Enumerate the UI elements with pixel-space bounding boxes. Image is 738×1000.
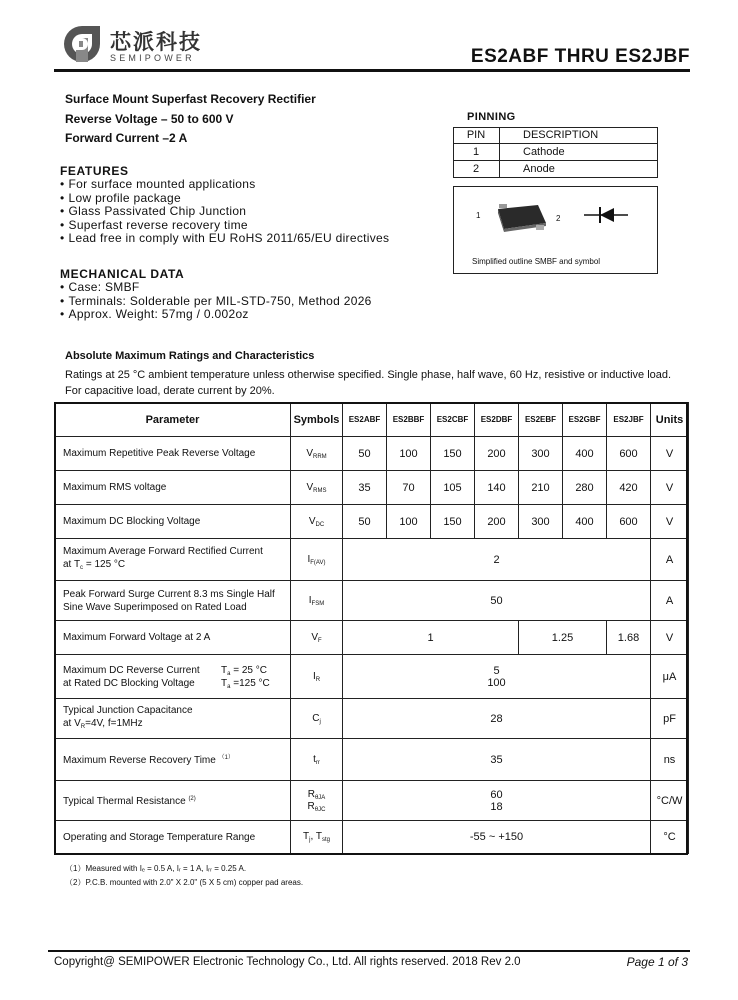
symbol-tj: $T_j$, $T_{stg}$ xyxy=(291,821,343,854)
brand-name-english: SEMIPOWER xyxy=(110,53,195,63)
outline-pin1-label: 1 xyxy=(476,211,481,220)
outline-caption: Simplified outline SMBF and symbol xyxy=(472,257,601,266)
features-heading: FEATURES xyxy=(60,164,129,178)
value-cell: 210 xyxy=(519,471,563,505)
value-cell: 100 xyxy=(387,437,431,471)
table-row xyxy=(55,699,689,739)
value-cell: 1.68 xyxy=(607,621,651,655)
footer-rule xyxy=(48,950,690,952)
unit-cell: ns xyxy=(651,739,689,781)
table-row xyxy=(55,655,689,699)
list-item: • Low profile package xyxy=(60,192,389,206)
table-row xyxy=(55,739,689,781)
value-cell: 28 xyxy=(343,699,651,739)
table-row xyxy=(453,144,658,161)
value-cell: 105 xyxy=(431,471,475,505)
summary-forward-current: Forward Current –2 A xyxy=(65,131,188,145)
pinning-heading: PINNING xyxy=(467,111,516,123)
symbol-ir: $I_R$ xyxy=(291,655,343,699)
symbol-ifsm: $I_{FSM}$ xyxy=(291,581,343,621)
value-cell: 300 xyxy=(519,505,563,539)
copyright-text: Copyright@ SEMIPOWER Electronic Technology Co., Ltd. All rights reserved. 2018 Rev 2.0 xyxy=(54,956,521,968)
param-tj: Operating and Storage Temperature Range xyxy=(55,821,291,854)
unit-cell: μA xyxy=(651,655,689,699)
mechanical-list xyxy=(60,281,372,322)
value-cell: 70 xyxy=(387,471,431,505)
unit-cell: V xyxy=(651,471,689,505)
features-list xyxy=(60,178,389,246)
value-cell: 1 xyxy=(343,621,519,655)
symbol-vf: $V_F$ xyxy=(291,621,343,655)
unit-cell: A xyxy=(651,581,689,621)
outline-pin2-label: 2 xyxy=(556,214,561,223)
device-header: ES2ABF xyxy=(343,403,387,437)
symbol-cj: $C_j$ xyxy=(291,699,343,739)
summary-description: Surface Mount Superfast Recovery Rectifier xyxy=(65,92,316,106)
value-cell: 200 xyxy=(475,505,519,539)
value-cell: 420 xyxy=(607,471,651,505)
symbol-vrrm: $V_{RRM}$ xyxy=(291,437,343,471)
symbol-ifav: $I_{F(AV)}$ xyxy=(291,539,343,581)
value-cell: 300 xyxy=(519,437,563,471)
part-number-title: ES2ABF THRU ES2JBF xyxy=(470,46,690,67)
value-cell: 150 xyxy=(431,505,475,539)
value-cell: 60 18 xyxy=(343,781,651,821)
summary-reverse-voltage: Reverse Voltage – 50 to 600 V xyxy=(65,112,234,126)
parameter-header: Parameter xyxy=(55,403,291,437)
ratings-note-line: For capacitive load, derate current by 20%. xyxy=(65,384,275,397)
pin-header: PIN xyxy=(466,129,486,141)
unit-cell: A xyxy=(651,539,689,581)
value-cell: 400 xyxy=(563,505,607,539)
semipower-logo-icon xyxy=(62,24,102,64)
device-header: ES2EBF xyxy=(519,403,563,437)
ratings-heading: Absolute Maximum Ratings and Characteristics xyxy=(65,350,315,362)
device-header: ES2JBF xyxy=(607,403,651,437)
value-cell: -55 ~ +150 xyxy=(343,821,651,854)
header-rule xyxy=(54,69,690,72)
list-item: • For surface mounted applications xyxy=(60,178,389,192)
device-header: ES2CBF xyxy=(431,403,475,437)
value-cell: 1.25 xyxy=(519,621,607,655)
pin-number: 1 xyxy=(453,144,499,161)
table-row xyxy=(55,539,689,581)
value-cell: 600 xyxy=(607,505,651,539)
table-row xyxy=(453,127,658,144)
table-row xyxy=(55,505,689,539)
param-rth: Typical Thermal Resistance $^{(2)}$ xyxy=(55,781,291,821)
symbol-trr: $t_{rr}$ xyxy=(291,739,343,781)
pinning-table xyxy=(453,127,658,177)
value-cell: 400 xyxy=(563,437,607,471)
table-row xyxy=(55,581,689,621)
description-header: DESCRIPTION xyxy=(523,129,599,141)
device-header: ES2DBF xyxy=(475,403,519,437)
page-number: Page 1 of 3 xyxy=(626,955,688,969)
symbols-header: Symbols xyxy=(291,403,343,437)
unit-cell: °C xyxy=(651,821,689,854)
value-cell: 2 xyxy=(343,539,651,581)
value-cell: 35 xyxy=(343,739,651,781)
unit-cell: °C/W xyxy=(651,781,689,821)
value-cell: 50 xyxy=(343,581,651,621)
table-header-row xyxy=(55,403,689,437)
value-cell: 200 xyxy=(475,437,519,471)
value-cell: 5 100 xyxy=(343,655,651,699)
unit-cell: V xyxy=(651,621,689,655)
units-header: Units xyxy=(651,403,689,437)
ratings-note-line: Ratings at 25 °C ambient temperature unless otherwise specified. Single phase, half wave, 60 Hz, resistive or inductive load. xyxy=(65,369,672,381)
table-row xyxy=(55,437,689,471)
table-row xyxy=(55,621,689,655)
value-cell: 140 xyxy=(475,471,519,505)
pinning-column-divider xyxy=(499,127,500,178)
device-header: ES2BBF xyxy=(387,403,431,437)
pin-description: Anode xyxy=(499,161,658,178)
table-row xyxy=(55,471,689,505)
value-cell: 280 xyxy=(563,471,607,505)
pin-number: 2 xyxy=(453,161,499,178)
symbol-vdc: $V_{DC}$ xyxy=(291,505,343,539)
pin-description: Cathode xyxy=(499,144,658,161)
brand-name-chinese: 芯派科技 xyxy=(110,30,202,54)
value-cell: 600 xyxy=(607,437,651,471)
param-ifav: Maximum Average Forward Rectified Current at $T_c = 125$ °C xyxy=(55,539,291,581)
unit-cell: V xyxy=(651,505,689,539)
table-row xyxy=(453,161,658,178)
unit-cell: pF xyxy=(651,699,689,739)
param-vrrm: Maximum Repetitive Peak Reverse Voltage xyxy=(55,437,291,471)
package-outline-box xyxy=(453,186,658,274)
value-cell: 50 xyxy=(343,505,387,539)
list-item: • Approx. Weight: 57mg / 0.002oz xyxy=(60,308,372,322)
symbol-vrms: $V_{RMS}$ xyxy=(291,471,343,505)
device-header: ES2GBF xyxy=(563,403,607,437)
param-trr: Maximum Reverse Recovery Time $^{(1)}$ xyxy=(55,739,291,781)
value-cell: 100 xyxy=(387,505,431,539)
footnote-1: （1）Measured with Iₑ = 0.5 A, Iᵣ = 1 A, Iᵣᵣ = 0.25 A. xyxy=(65,864,247,873)
table-row xyxy=(55,821,689,854)
param-ifsm: Peak Forward Surge Current 8.3 ms Single Half Sine Wave Superimposed on Rated Load xyxy=(55,581,291,621)
value-cell: 35 xyxy=(343,471,387,505)
smbf-package-icon xyxy=(490,199,550,239)
list-item: • Glass Passivated Chip Junction xyxy=(60,205,389,219)
ratings-table xyxy=(54,402,689,854)
param-ir: Maximum DC Reverse Current $T_a = 25$ °C at Rated DC Blocking Voltage $T_a =125$ °C xyxy=(55,655,291,699)
mechanical-heading: MECHANICAL DATA xyxy=(60,267,185,281)
unit-cell: V xyxy=(651,437,689,471)
footnote-2: （2）P.C.B. mounted with 2.0" X 2.0" (5 X 5 cm) copper pad areas. xyxy=(65,878,304,887)
value-cell: 50 xyxy=(343,437,387,471)
ratings-note xyxy=(65,368,705,399)
table-row xyxy=(55,781,689,821)
list-item: • Case: SMBF xyxy=(60,281,372,295)
diode-symbol-icon xyxy=(584,205,628,225)
list-item: • Superfast reverse recovery time xyxy=(60,219,389,233)
list-item: • Lead free in comply with EU RoHS 2011/65/EU directives xyxy=(60,232,389,246)
value-cell: 150 xyxy=(431,437,475,471)
param-vf: Maximum Forward Voltage at 2 A xyxy=(55,621,291,655)
param-cj: Typical Junction Capacitance at $V_R=4V$, f=1MHz xyxy=(55,699,291,739)
param-vrms: Maximum RMS voltage xyxy=(55,471,291,505)
param-vdc: Maximum DC Blocking Voltage xyxy=(55,505,291,539)
list-item: • Terminals: Solderable per MIL-STD-750, Method 2026 xyxy=(60,295,372,309)
symbol-rth: $R_{\theta JA}$ $R_{\theta JC}$ xyxy=(291,781,343,821)
